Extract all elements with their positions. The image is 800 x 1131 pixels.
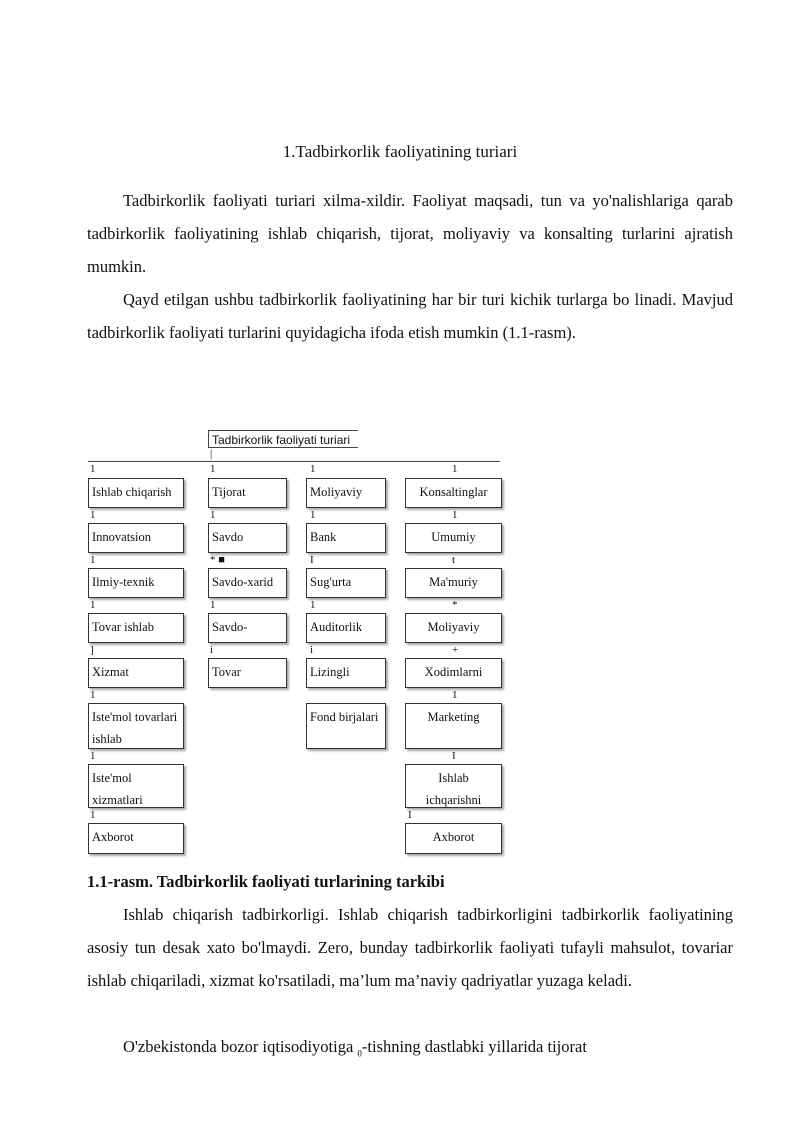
col2-box: Tijorat	[208, 478, 287, 508]
col3-marker: I	[310, 554, 314, 566]
col3-box: Auditorlik	[306, 613, 386, 643]
col4-box: Moliyaviy	[405, 613, 502, 643]
col3-marker: 1	[310, 599, 316, 611]
col1-box: Ilmiy-texnik	[88, 568, 184, 598]
diagram-root-box: Tadbirkorlik faoliyati turiari	[208, 430, 358, 448]
col1-box: Iste'mol tovarlari ishlab	[88, 703, 184, 749]
col1-box: Iste'mol xizmatlari	[88, 764, 184, 808]
col4-box: Xodimlarni	[405, 658, 502, 688]
paragraph-4-text-a: O'zbekistonda bozor iqtisodiyotiga	[123, 1037, 358, 1056]
diagram-connector-line	[88, 461, 500, 462]
col1-marker: 1	[90, 509, 96, 521]
col4-box: Ishlab ichqarishni	[405, 764, 502, 808]
col3-marker: 1	[310, 463, 316, 475]
col1-marker: 1	[90, 750, 96, 762]
col1-box: Innovatsion	[88, 523, 184, 553]
paragraph-4-subscript: 0	[357, 1048, 362, 1059]
col4-box: Ma'muriy	[405, 568, 502, 598]
col2-marker: 1	[210, 463, 216, 475]
col2-marker: 1	[210, 509, 216, 521]
col4-marker: 1	[452, 689, 458, 701]
col1-marker: 1	[90, 599, 96, 611]
col4-marker: 1	[452, 463, 458, 475]
col2-marker: 1	[210, 599, 216, 611]
col1-box: Xizmat	[88, 658, 184, 688]
paragraph-2-text: Qayd etilgan ushbu tadbirkorlik faoliyatining har bir turi kichik turlarga bo linadi. Mavjud tadbirkorlik faoliyati turlarini quyidagicha ifoda etish mumkin (1.1-rasm).	[87, 290, 733, 342]
paragraph-1-text: Tadbirkorlik faoliyati turiari xilma-xildir. Faoliyat maqsadi, tun va yo'nalishlariga qarab tadbirkorlik faoliyatining ishlab chiqarish, tijorat, moliyaviy va konsalting turlarini ajratish mumkin.	[87, 191, 733, 276]
col3-marker: 1	[310, 509, 316, 521]
paragraph-4-text-b: -tishning dastlabki yillarida tijorat	[361, 1037, 587, 1056]
col2-marker: i	[210, 644, 214, 656]
col4-box: Umumiy	[405, 523, 502, 553]
col4-marker: I	[408, 809, 412, 821]
paragraph-4	[87, 1030, 733, 1070]
col2-box: Savdo	[208, 523, 287, 553]
col4-marker: *	[452, 599, 458, 611]
section-heading: 1.Tadbirkorlik faoliyatining turiari	[282, 142, 518, 161]
col1-marker: 1	[90, 809, 96, 821]
col4-box: Marketing	[405, 703, 502, 749]
col3-box: Moliyaviy	[306, 478, 386, 508]
col1-box: Ishlab chiqarish	[88, 478, 184, 508]
paragraph-3-text: Ishlab chiqarish tadbirkorligi. Ishlab chiqarish tadbirkorligini tadbirkorlik faoliyatining asosiy tun desak xato bo'lmaydi. Zero, bunday tadbirkorlik faoliyati tufayli mahsulot, tovariar ishlab chiqariladi, xizmat ko'rsatiladi, ma’lum ma’naviy qadriyatlar yuzaga keladi.	[87, 905, 733, 990]
col1-marker: ]	[90, 644, 94, 656]
col4-marker: t	[452, 554, 456, 566]
figure-caption: 1.1-rasm. Tadbirkorlik faoliyati turlarining tarkibi	[87, 872, 445, 891]
col2-box: Tovar	[208, 658, 287, 688]
col4-marker: 1	[452, 509, 458, 521]
paragraph-3	[87, 898, 733, 997]
col3-box: Sug'urta	[306, 568, 386, 598]
col3-box: Bank	[306, 523, 386, 553]
col4-marker: I	[452, 750, 456, 762]
col4-marker: +	[452, 644, 459, 656]
col1-box: Tovar ishlab	[88, 613, 184, 643]
col1-marker: 1	[90, 463, 96, 475]
col4-box: Konsaltinglar	[405, 478, 502, 508]
col1-marker: 1	[90, 554, 96, 566]
col2-box: Savdo-xarid	[208, 568, 287, 598]
col1-box: Axborot	[88, 823, 184, 854]
root-marker: |	[210, 448, 213, 460]
col3-marker: i	[310, 644, 314, 656]
col2-box: Savdo-	[208, 613, 287, 643]
col4-box: Axborot	[405, 823, 502, 854]
col3-box: Fond birjalari	[306, 703, 386, 749]
col1-marker: 1	[90, 689, 96, 701]
col2-marker: * ■	[210, 554, 225, 566]
col3-box: Lizingli	[306, 658, 386, 688]
